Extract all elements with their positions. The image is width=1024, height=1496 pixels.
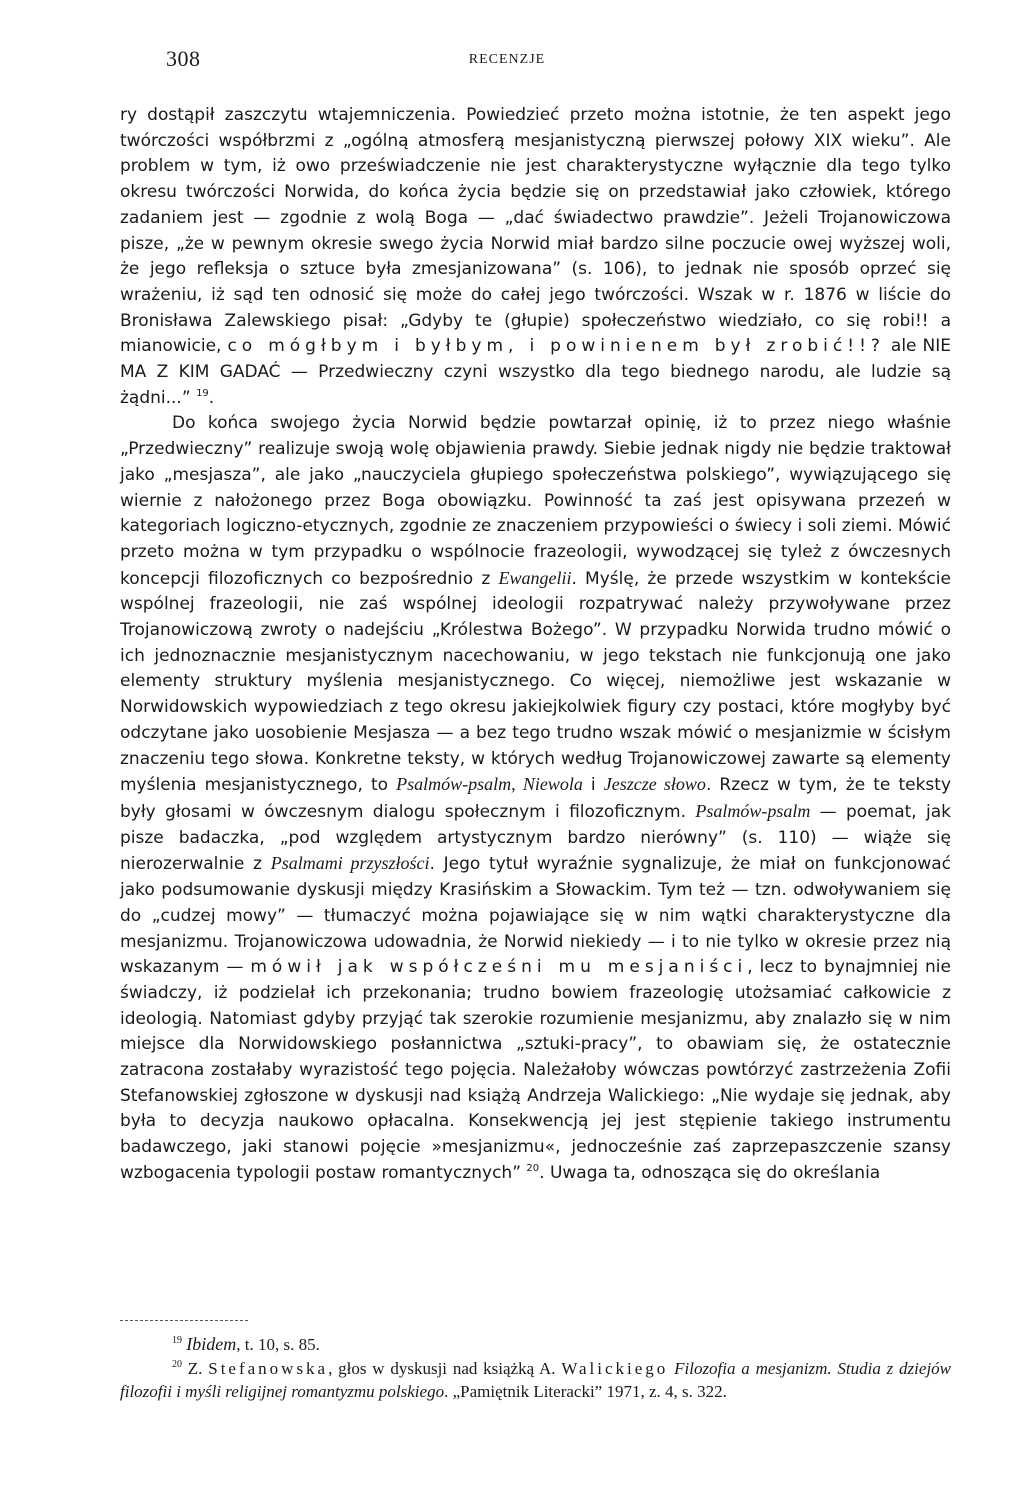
- p1-text-c: .: [208, 387, 215, 408]
- p2-text-d: . Rzecz w tym, że te teksty były głosami w ówczesnym dialogu społecznym i filozoficznym.: [120, 775, 952, 822]
- p2-text-b: . Myślę, że przede wszystkim w kontekście wspólnej frazeologii, nie zaś wspólnej ideologii rozpatrywać należy przywoływane przez Trojanowiczową zwroty o nadejściu „Królestwa Bożego”. W przypadku Norwida trudno mówić o ich jednoznacznie mesjanistycznym nacechowaniu, w jego tekstach nie funkcjonują one jako elementy struktury myślenia mesjanistycznego. Co więcej, niemożliwe jest wskazanie w Norwidowskich wypowiedziach z tego okresu jakiejkolwiek figury czy postaci, które mogłyby być odczytane jako uosobienie Mesjasza — a bez tego trudno wszak mówić o mesjanizmie w ścisłym znaczeniu tego słowa. Konkretne teksty, w których według Trojanowiczowej zawarte są elementy myślenia mesjanistycznego, to: [120, 568, 951, 796]
- paragraph-2: [120, 411, 951, 1186]
- page-number: 308: [166, 46, 201, 71]
- footnote-author-2: Walickiego: [561, 1358, 669, 1378]
- footnote-text-d: . „Pamiętnik Literacki” 1971, z. 4, s. 322.: [444, 1382, 727, 1401]
- footnote-number: 19: [172, 1335, 182, 1346]
- footnote-19: [120, 1333, 951, 1357]
- footnote-text: , t. 10, s. 85.: [236, 1335, 320, 1354]
- main-text: [120, 103, 951, 1187]
- footnote-20: [120, 1357, 951, 1404]
- p1-text-a: ry dostąpił zaszczytu wtajemniczenia. Powiedzieć przeto można istotnie, że ten aspekt jego twórczości współbrzmi z „ogólną atmosferą mesjanistyczną pierwszej połowy XIX wieku”. Ale problem w tym, iż owo przeświadczenie nie jest charakterystyczne wyłącznie dla tego tylko okresu twórczości Norwida, do końca życia będzie się on przedstawiał jako człowiek, którego zadaniem jest — zgodnie z wolą Boga — „dać świadectwo prawdzie”. Jeżeli Trojanowiczowa pisze, „że w pewnym okresie swego życia Norwid miał bardzo silne poczucie owej wyższej woli, że jego refleksja o sztuce była zmesjanizowana” (s. 106), to jednak nie sposób oprzeć się wrażeniu, iż sąd ten odnosić się może do całej jego twórczości. Wszak w r. 1876 w liście do Bronisława Zalewskiego pisał: „Gdyby te (głupie) społeczeństwo wiedziało, co się robi!! a mianowicie,: [120, 105, 951, 357]
- p2-spaced-emphasis: mówił jak współcześni mu mesjaniści: [250, 957, 748, 978]
- p2-italic-4: Psalmów-psalm: [695, 800, 811, 821]
- footnote-ref-20[interactable]: 20: [526, 1162, 540, 1174]
- paragraph-1: [120, 103, 951, 411]
- footnote-ref-19[interactable]: 19: [196, 387, 209, 399]
- p2-text-e: — poemat, jak pisze badaczka, „pod względem artystycznym bardzo nierówny” (s. 110) — wiąże się nierozerwalnie z: [120, 801, 951, 875]
- footnote-italic-title: Filozofia a mesjanizm. Studia z dziejów filozofii i myśli religijnej romantyzmu polskiego: [120, 1358, 952, 1401]
- footnote-text-b: , głos w dyskusji nad książką A.: [328, 1358, 562, 1378]
- footnotes: [120, 1320, 951, 1404]
- p1-text-b: ale NIE MA Z KIM GADAĆ — Przedwieczny czyni wszystko dla tego biednego narodu, ale ludzie są żądni...”: [120, 336, 951, 408]
- running-head: [166, 46, 848, 78]
- p2-text-h: . Uwaga ta, odnosząca się do określania: [539, 1162, 881, 1183]
- p2-italic-2: Psalmów-psalm, Niewola: [396, 774, 583, 795]
- p2-italic-5: Psalmami przyszłości: [270, 853, 430, 874]
- footnote-author: Stefanowska: [208, 1358, 329, 1378]
- p2-italic-3: Jeszcze słowo: [603, 774, 706, 795]
- p2-text-a: Do końca swojego życia Norwid będzie powtarzał opinię, iż to przez niego właśnie „Przedwieczny” realizuje swoją wolę objawienia prawdy. Siebie jednak nigdy nie będzie traktował jako „mesjasza”, ale jako „nauczyciela głupiego społeczeństwa polskiego”, wywiązującego się wiernie z nałożonego przez Boga obowiązku. Powinność ta zaś jest opisywana przezeń w kategoriach logiczno-etycznych, zgodnie ze znaczeniem przypowieści o świecy i soli ziemi. Mówić przeto można w tym przypadku o wspólnocie frazeologii, wywodzącej się tyleż z ówczesnych koncepcji filozoficznych co bezpośrednio z: [120, 413, 951, 589]
- running-title: RECENZJE: [468, 52, 546, 67]
- footnote-text-a: Z.: [187, 1358, 209, 1378]
- p2-italic-1: Ewangelii: [498, 567, 572, 588]
- p1-spaced-emphasis: co mógłbym i byłbym, i powinienem był zrobić!!?: [227, 336, 885, 357]
- p2-text-f: . Jego tytuł wyraźnie sygnalizuje, że miał on funkcjonować jako podsumowanie dyskusji między Krasińskim a Słowackim. Tym też — tzn. odwoływaniem się do „cudzej mowy” — tłumaczyć można pojawiające się w nim wątki charakterystyczne dla mesjanizmu. Trojanowiczowa udowadnia, że Norwid niekiedy — i to nie tylko w okresie przez nią wskazanym —: [120, 854, 951, 978]
- footnote-number: 20: [172, 1358, 182, 1370]
- footnote-italic: Ibidem: [186, 1334, 237, 1354]
- p2-text-g: , lecz to bynajmniej nie świadczy, iż podzielał ich przekonania; trudno bowiem frazeologię utożsamiać całkowicie z ideologią. Natomiast gdyby przyjąć tak szerokie rozumienie mesjanizmu, aby znalazło się w nim miejsce dla Norwidowskiego posłannictwa „sztuki-pracy”, to obawiam się, że ostatecznie zatracona zostałaby wyrazistość tego pojęcia. Należałoby wówczas powtórzyć zastrzeżenia Zofii Stefanowskiej zgłoszone w dyskusji nad książą Andrzeja Walickiego: „Nie wydaje się jednak, aby była to decyzja naukowo opłacalna. Konsekwencją jej jest stępienie takiego instrumentu badawczego, jaki stanowi pojęcie »mesjanizmu«, jednocześnie zaś zaprzepaszczenie szansy wzbogacenia typologii postaw romantycznych”: [120, 957, 951, 1183]
- footnote-rule: [120, 1320, 248, 1321]
- p2-text-c: i: [582, 775, 604, 796]
